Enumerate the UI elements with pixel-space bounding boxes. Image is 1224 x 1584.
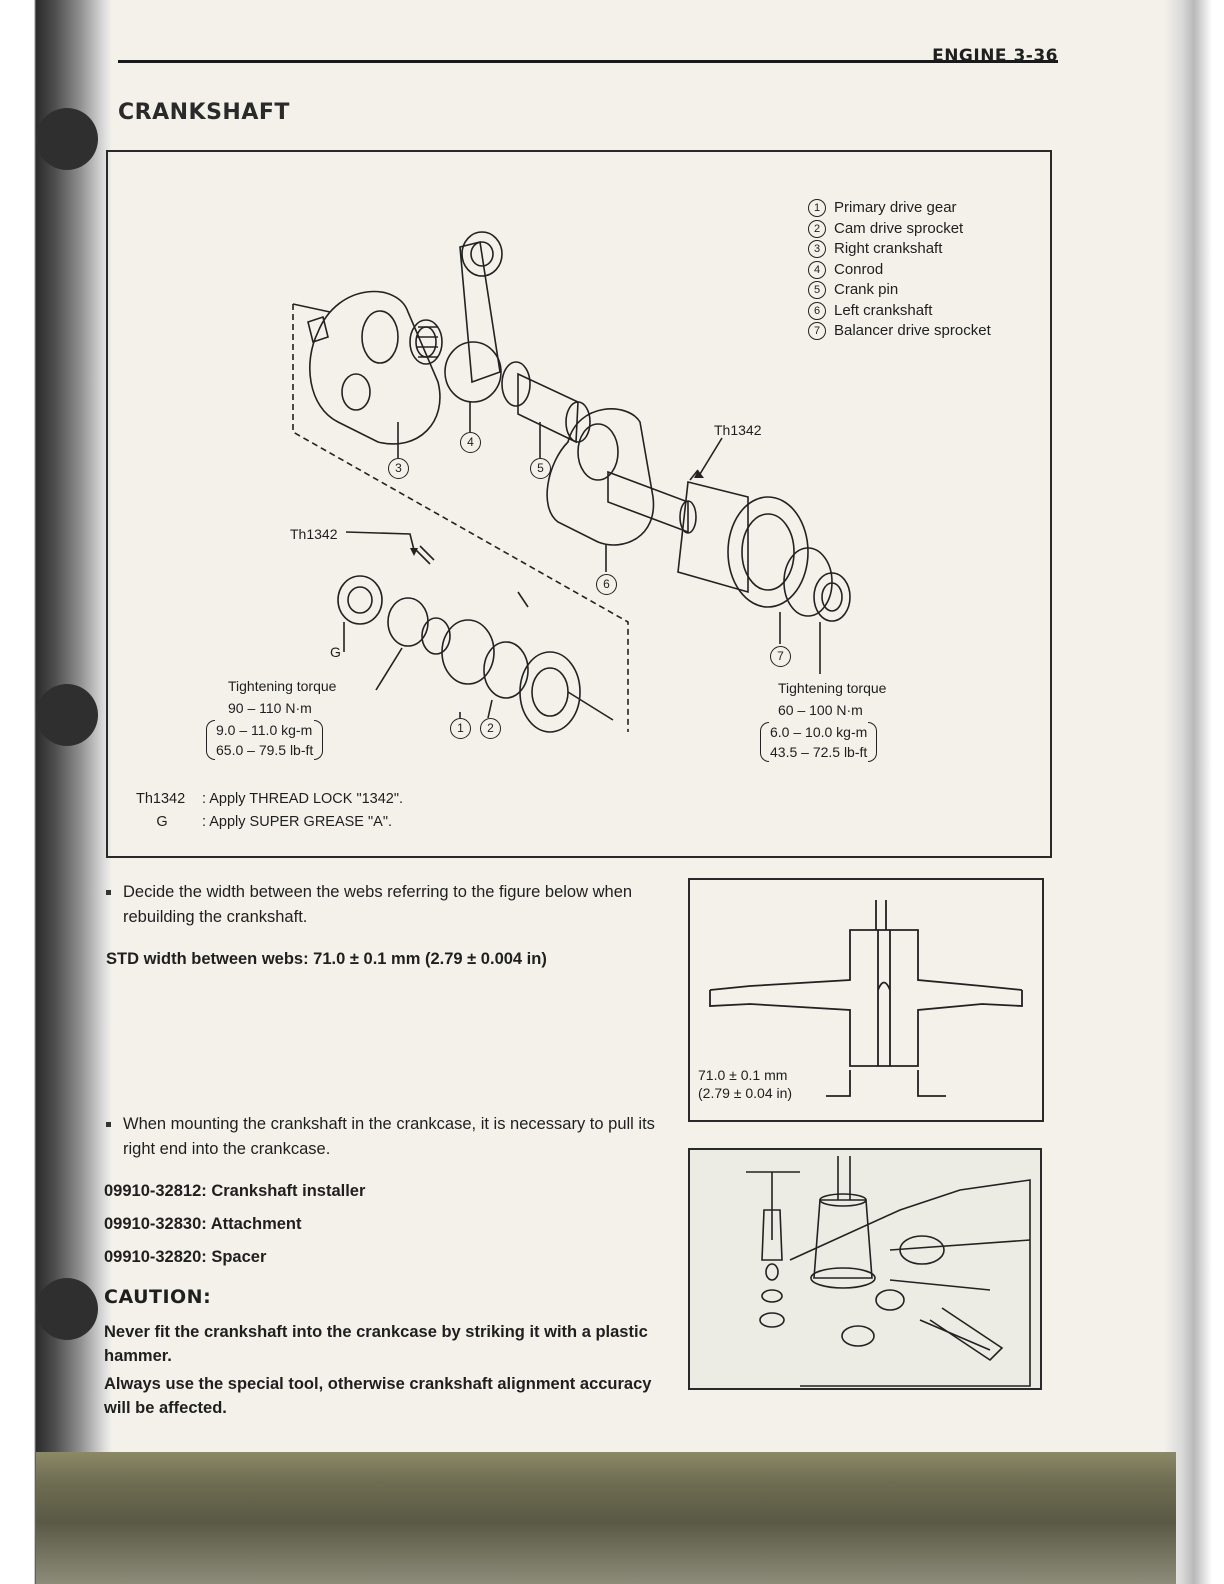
caution-heading: CAUTION: [104,1286,212,1308]
legend-label: Left crankshaft [834,301,933,319]
instruction-bullet [106,1112,666,1162]
parts-legend [808,198,991,342]
dimension-in: (2.79 ± 0.04 in) [698,1085,793,1101]
figure-notes [136,788,403,834]
binder-shadow [0,0,112,1584]
torque-right-nm: 60 – 100 N·m [778,702,863,718]
legend-item [808,280,991,301]
header-rule [118,60,1058,63]
callout-4: 4 [460,432,481,453]
torque-left-label: Tightening torque [228,678,337,694]
callout-3: 3 [388,458,409,479]
note-text: : Apply THREAD LOCK "1342". [202,791,404,807]
legend-item [808,219,991,240]
note-text: : Apply SUPER GREASE "A". [202,814,393,830]
note-code: Th1342 [136,791,186,807]
torque-left-lbft: 65.0 – 79.5 lb-ft [216,742,314,758]
legend-item [808,260,991,281]
instruction-text: When mounting the crankshaft in the crankcase, it is necessary to pull its right end into the crankcase. [123,1115,655,1158]
legend-item [808,321,991,342]
legend-number: 6 [808,302,826,320]
torque-right-label: Tightening torque [778,680,887,696]
web-width-dimension [698,1066,792,1102]
legend-number: 4 [808,261,826,279]
legend-label: Primary drive gear [834,199,957,216]
legend-item [808,239,991,260]
legend-number: 3 [808,240,826,258]
legend-label: Balancer drive sprocket [834,322,991,339]
caution-text: Always use the special tool, otherwise crankshaft alignment accuracy will be affected. [104,1375,652,1417]
torque-left-nm: 90 – 110 N·m [228,700,312,716]
page-number: ENGINE 3-36 [932,46,1058,66]
bullet-icon [106,890,111,895]
installer-tool-illustration [690,1150,1040,1388]
special-tool: 09910-32830: Attachment [104,1215,302,1233]
exploded-view-figure [106,150,1052,858]
legend-number: 1 [808,199,826,217]
torque-right-lbft: 43.5 – 72.5 lb-ft [770,744,868,760]
section-title: CRANKSHAFT [118,100,290,125]
callout-1: 1 [450,718,471,739]
instruction-bullet [106,880,666,930]
crankshaft-installer-figure [688,1148,1042,1390]
grease-callout: G [330,644,341,660]
legend-item [808,301,991,322]
figure-note [136,788,403,811]
legend-label: Cam drive sprocket [834,219,964,237]
torque-right-kgm: 6.0 – 10.0 kg-m [770,724,868,740]
thread-lock-callout: Th1342 [290,526,338,542]
legend-label: Right crankshaft [834,240,943,257]
callout-7: 7 [770,646,791,667]
legend-number: 5 [808,281,826,299]
binder-hole [36,108,98,170]
figure-note [136,811,403,834]
callout-6: 6 [596,574,617,595]
binder-hole [36,684,98,746]
binder-hole [36,1278,98,1340]
legend-label: Conrod [834,260,884,278]
bullet-icon [106,1122,111,1127]
thread-lock-callout: Th1342 [714,422,762,438]
legend-number: 2 [808,220,826,238]
std-width-spec: STD width between webs: 71.0 ± 0.1 mm (2.79 ± 0.004 in) [106,950,547,968]
callout-2: 2 [480,718,501,739]
web-width-figure [688,878,1044,1122]
caution-text: Never fit the crankshaft into the crankcase by striking it with a plastic hammer. [104,1323,648,1365]
legend-item [808,198,991,219]
instruction-text: Decide the width between the webs referring to the figure below when rebuilding the crankshaft. [123,883,633,926]
special-tool: 09910-32820: Spacer [104,1248,267,1266]
dimension-mm: 71.0 ± 0.1 mm [698,1067,788,1083]
note-code: G [156,814,168,830]
page-edge [1164,0,1224,1584]
page-bottom-shadow [36,1452,1176,1584]
torque-right-alt-units [760,722,877,762]
torque-left-alt-units [206,720,323,760]
legend-number: 7 [808,322,826,340]
legend-label: Crank pin [834,281,899,298]
special-tool: 09910-32812: Crankshaft installer [104,1182,366,1200]
callout-5: 5 [530,458,551,479]
torque-left-kgm: 9.0 – 11.0 kg-m [216,722,313,738]
